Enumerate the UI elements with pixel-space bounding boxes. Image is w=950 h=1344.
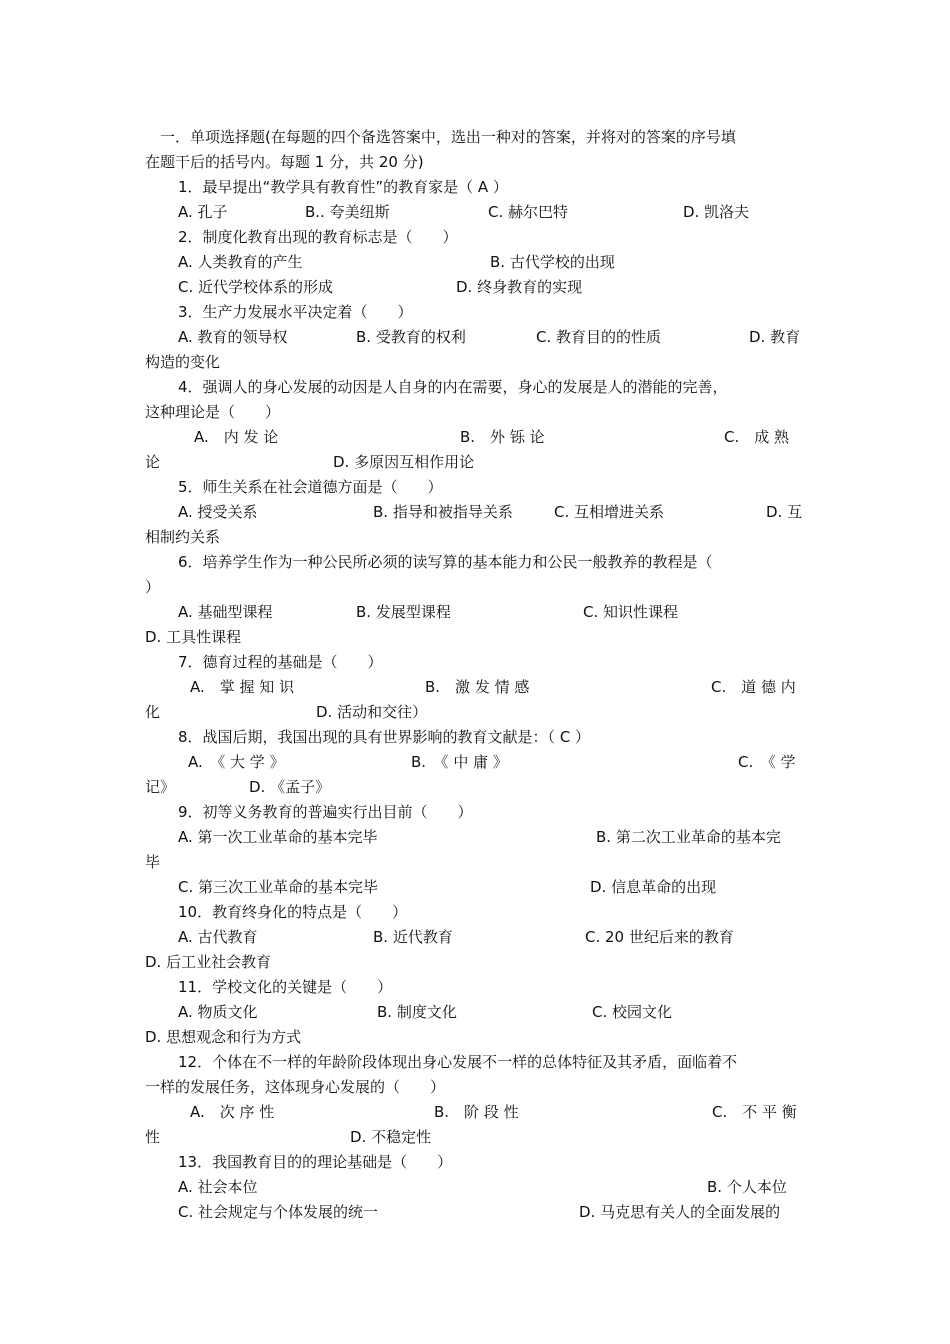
question-3-stem: 3．生产力发展水平决定着（ ） bbox=[178, 303, 413, 321]
question-4-option-d: D. 多原因互相作用论 bbox=[333, 453, 475, 471]
question-1-option-a: A. 孔子 bbox=[178, 203, 228, 221]
question-2-option-b: B. 古代学校的出现 bbox=[490, 253, 615, 271]
question-5-option-d: D. 互 bbox=[766, 503, 803, 521]
question-2-option-d: D. 终身教育的实现 bbox=[456, 278, 583, 296]
question-6-option-b: B. 发展型课程 bbox=[356, 603, 451, 621]
question-5-option-a: A. 授受关系 bbox=[178, 503, 258, 521]
question-7-stem: 7．德育过程的基础是（ ） bbox=[178, 653, 383, 671]
question-13-option-d: D. 马克思有关人的全面发展的 bbox=[579, 1203, 781, 1221]
question-4-option-a: A. 内 发 论 bbox=[194, 428, 279, 446]
question-12-option-a: A. 次 序 性 bbox=[190, 1103, 275, 1121]
question-5-stem: 5．师生关系在社会道德方面是（ ） bbox=[178, 478, 443, 496]
question-12-option-d: D. 不稳定性 bbox=[350, 1128, 432, 1146]
question-5-option-c: C. 互相增进关系 bbox=[554, 503, 665, 521]
question-11-stem: 11．学校文化的关键是（ ） bbox=[178, 978, 393, 996]
question-13-stem: 13．我国教育目的的理论基础是（ ） bbox=[178, 1153, 453, 1171]
question-13-option-a: A. 社会本位 bbox=[178, 1178, 258, 1196]
question-6-stem-line2: ） bbox=[145, 578, 161, 596]
question-3-option-b: B. 受教育的权利 bbox=[356, 328, 466, 346]
question-8-option-c: C. 《 学 bbox=[738, 753, 796, 771]
question-3-option-a: A. 教育的领导权 bbox=[178, 328, 288, 346]
question-1-option-b: B.. 夸美纽斯 bbox=[305, 203, 390, 221]
question-11-option-c: C. 校园文化 bbox=[592, 1003, 673, 1021]
question-8-option-a: A. 《 大 学 》 bbox=[188, 753, 285, 771]
section-heading-line1: 一．单项选择题(在每题的四个备选答案中，选出一种对的答案，并将对的答案的序号填 bbox=[160, 128, 736, 146]
question-12-option-c-cont: 性 bbox=[145, 1128, 161, 1146]
question-5-option-d-cont: 相制约关系 bbox=[145, 528, 221, 546]
question-1-option-c: C. 赫尔巴特 bbox=[488, 203, 569, 221]
question-12-stem-line1: 12．个体在不一样的年龄阶段体现出身心发展不一样的总体特征及其矛盾，面临着不 bbox=[178, 1053, 738, 1071]
question-10-option-b: B. 近代教育 bbox=[373, 928, 453, 946]
question-9-option-b-cont: 毕 bbox=[145, 853, 161, 871]
question-7-option-a: A. 掌 握 知 识 bbox=[190, 678, 295, 696]
question-4-option-b: B. 外 铄 论 bbox=[460, 428, 545, 446]
question-7-option-d: D. 活动和交往） bbox=[316, 703, 428, 721]
section-heading-line2: 在题干后的括号内。每题 1 分，共 20 分) bbox=[145, 153, 424, 171]
question-7-option-c-cont: 化 bbox=[145, 703, 161, 721]
question-3-option-c: C. 教育目的的性质 bbox=[536, 328, 662, 346]
question-4-option-c-cont: 论 bbox=[145, 453, 161, 471]
question-10-stem: 10．教育终身化的特点是（ ） bbox=[178, 903, 408, 921]
question-11-option-a: A. 物质文化 bbox=[178, 1003, 258, 1021]
question-9-option-c: C. 第三次工业革命的基本完毕 bbox=[178, 878, 379, 896]
question-10-option-a: A. 古代教育 bbox=[178, 928, 258, 946]
question-4-stem-line2: 这种理论是（ ） bbox=[145, 403, 281, 421]
question-9-stem: 9．初等义务教育的普遍实行出目前（ ） bbox=[178, 803, 473, 821]
question-9-option-d: D. 信息革命的出现 bbox=[590, 878, 717, 896]
question-4-option-c: C. 成 熟 bbox=[724, 428, 790, 446]
question-4-stem-line1: 4．强调人的身心发展的动因是人自身的内在需要，身心的发展是人的潜能的完善， bbox=[178, 378, 728, 396]
question-3-option-d: D. 教育 bbox=[749, 328, 801, 346]
question-10-option-d: D. 后工业社会教育 bbox=[145, 953, 272, 971]
question-6-option-d: D. 工具性课程 bbox=[145, 628, 242, 646]
question-8-stem: 8．战国后期，我国出现的具有世界影响的教育文献是：（ C ） bbox=[178, 728, 591, 746]
question-12-option-b: B. 阶 段 性 bbox=[434, 1103, 519, 1121]
question-3-option-d-cont: 构造的变化 bbox=[145, 353, 221, 371]
question-10-option-c: C. 20 世纪后来的教育 bbox=[585, 928, 734, 946]
question-9-option-b: B. 第二次工业革命的基本完 bbox=[596, 828, 781, 846]
question-8-option-c-cont: 记》 bbox=[145, 778, 176, 796]
question-9-option-a: A. 第一次工业革命的基本完毕 bbox=[178, 828, 378, 846]
question-1-stem: 1．最早提出“教学具有教育性”的教育家是（ A ） bbox=[178, 178, 508, 196]
question-6-option-c: C. 知识性课程 bbox=[583, 603, 679, 621]
question-12-option-c: C. 不 平 衡 bbox=[712, 1103, 797, 1121]
question-6-option-a: A. 基础型课程 bbox=[178, 603, 273, 621]
question-7-option-b: B. 激 发 情 感 bbox=[425, 678, 530, 696]
question-13-option-b: B. 个人本位 bbox=[707, 1178, 787, 1196]
question-7-option-c: C. 道 德 内 bbox=[711, 678, 796, 696]
question-5-option-b: B. 指导和被指导关系 bbox=[373, 503, 513, 521]
question-11-option-b: B. 制度文化 bbox=[377, 1003, 457, 1021]
question-2-option-a: A. 人类教育的产生 bbox=[178, 253, 303, 271]
question-2-stem: 2．制度化教育出现的教育标志是（ ） bbox=[178, 228, 458, 246]
question-8-option-b: B. 《 中 庸 》 bbox=[411, 753, 508, 771]
question-13-option-c: C. 社会规定与个体发展的统一 bbox=[178, 1203, 379, 1221]
question-2-option-c: C. 近代学校体系的形成 bbox=[178, 278, 334, 296]
question-11-option-d: D. 思想观念和行为方式 bbox=[145, 1028, 302, 1046]
question-12-stem-line2: 一样的发展任务，这体现身心发展的（ ） bbox=[145, 1078, 446, 1096]
question-8-option-d: D. 《孟子》 bbox=[249, 778, 331, 796]
question-6-stem-line1: 6．培养学生作为一种公民所必须的读写算的基本能力和公民一般教养的教程是（ bbox=[178, 553, 713, 571]
question-1-option-d: D. 凯洛夫 bbox=[683, 203, 750, 221]
